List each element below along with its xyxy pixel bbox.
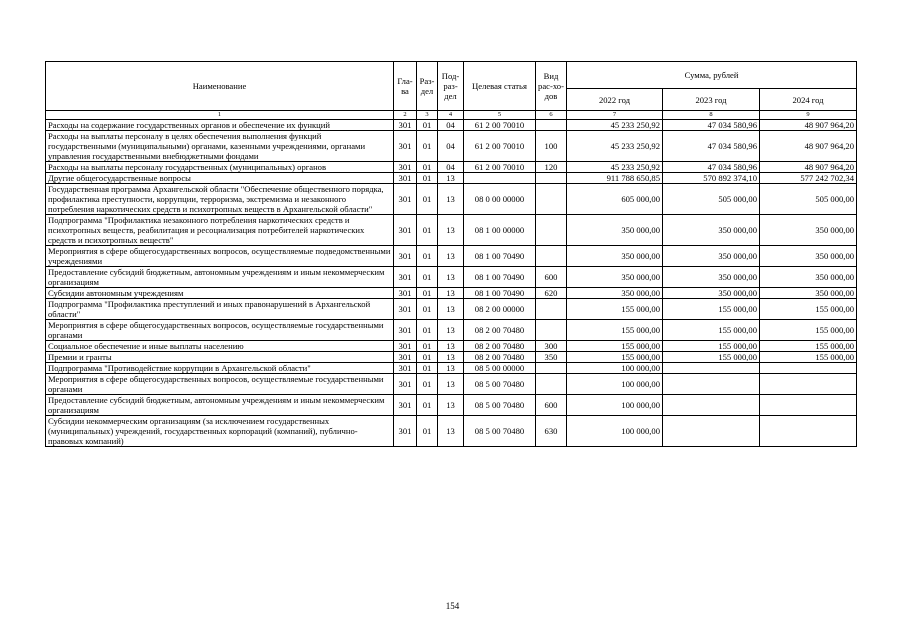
row-sum-2022: 155 000,00 bbox=[567, 341, 663, 352]
row-glava: 301 bbox=[394, 416, 417, 447]
header-year-2023: 2023 год bbox=[663, 89, 760, 111]
row-tselevaya: 08 1 00 00000 bbox=[464, 215, 536, 246]
row-sum-2024 bbox=[760, 374, 857, 395]
row-tselevaya: 08 1 00 70490 bbox=[464, 288, 536, 299]
row-sum-2024 bbox=[760, 395, 857, 416]
row-sum-2022: 45 233 250,92 bbox=[567, 131, 663, 162]
row-sum-2022: 45 233 250,92 bbox=[567, 120, 663, 131]
row-podrazdel: 13 bbox=[438, 320, 464, 341]
row-sum-2022: 350 000,00 bbox=[567, 267, 663, 288]
row-sum-2022: 100 000,00 bbox=[567, 363, 663, 374]
row-sum-2024: 350 000,00 bbox=[760, 288, 857, 299]
row-sum-2024: 48 907 964,20 bbox=[760, 162, 857, 173]
row-tselevaya: 08 5 00 70480 bbox=[464, 374, 536, 395]
row-tselevaya: 08 1 00 70490 bbox=[464, 246, 536, 267]
table-row bbox=[46, 341, 857, 352]
row-name: Предоставление субсидий бюджетным, автономным учреждениям и иным некоммерческим организациям bbox=[46, 267, 394, 288]
row-vid: 630 bbox=[536, 416, 567, 447]
row-glava: 301 bbox=[394, 184, 417, 215]
row-vid bbox=[536, 246, 567, 267]
row-vid bbox=[536, 173, 567, 184]
row-glava: 301 bbox=[394, 288, 417, 299]
row-sum-2024: 155 000,00 bbox=[760, 299, 857, 320]
row-sum-2023: 155 000,00 bbox=[663, 320, 760, 341]
row-tselevaya: 61 2 00 70010 bbox=[464, 131, 536, 162]
row-glava: 301 bbox=[394, 341, 417, 352]
page-number: 154 bbox=[445, 601, 460, 611]
row-name: Премии и гранты bbox=[46, 352, 394, 363]
table-row bbox=[46, 131, 857, 162]
row-razdel: 01 bbox=[417, 374, 438, 395]
row-sum-2023: 350 000,00 bbox=[663, 215, 760, 246]
row-vid: 620 bbox=[536, 288, 567, 299]
row-sum-2024: 350 000,00 bbox=[760, 215, 857, 246]
row-vid bbox=[536, 320, 567, 341]
row-sum-2023: 155 000,00 bbox=[663, 299, 760, 320]
row-glava: 301 bbox=[394, 246, 417, 267]
row-tselevaya: 08 0 00 00000 bbox=[464, 184, 536, 215]
row-razdel: 01 bbox=[417, 215, 438, 246]
column-number-row bbox=[46, 111, 857, 120]
table-row bbox=[46, 162, 857, 173]
row-tselevaya: 08 5 00 70480 bbox=[464, 416, 536, 447]
table-row bbox=[46, 416, 857, 447]
table-row bbox=[46, 288, 857, 299]
row-vid: 100 bbox=[536, 131, 567, 162]
header-podrazdel: Под-раз-дел bbox=[438, 62, 464, 111]
row-sum-2024: 48 907 964,20 bbox=[760, 131, 857, 162]
row-razdel: 01 bbox=[417, 341, 438, 352]
table-row bbox=[46, 246, 857, 267]
row-name: Подпрограмма "Профилактика незаконного потребления наркотических средств и психотропных веществ, реабилитация и ресоциализация потребителей наркотических средств и психотропных веществ" bbox=[46, 215, 394, 246]
row-vid bbox=[536, 215, 567, 246]
header-summa: Сумма, рублей bbox=[567, 62, 857, 89]
row-name: Подпрограмма "Противодействие коррупции в Архангельской области" bbox=[46, 363, 394, 374]
row-vid bbox=[536, 184, 567, 215]
row-podrazdel: 13 bbox=[438, 288, 464, 299]
row-sum-2022: 100 000,00 bbox=[567, 395, 663, 416]
row-tselevaya: 08 2 00 70480 bbox=[464, 341, 536, 352]
row-podrazdel: 13 bbox=[438, 246, 464, 267]
row-razdel: 01 bbox=[417, 299, 438, 320]
table-row bbox=[46, 299, 857, 320]
table-row bbox=[46, 120, 857, 131]
row-tselevaya: 08 5 00 00000 bbox=[464, 363, 536, 374]
budget-table bbox=[45, 61, 857, 447]
row-glava: 301 bbox=[394, 131, 417, 162]
row-sum-2022: 100 000,00 bbox=[567, 416, 663, 447]
row-glava: 301 bbox=[394, 120, 417, 131]
row-razdel: 01 bbox=[417, 246, 438, 267]
row-sum-2023: 350 000,00 bbox=[663, 267, 760, 288]
row-razdel: 01 bbox=[417, 363, 438, 374]
row-glava: 301 bbox=[394, 352, 417, 363]
column-number: 8 bbox=[663, 111, 760, 120]
row-razdel: 01 bbox=[417, 267, 438, 288]
row-sum-2022: 155 000,00 bbox=[567, 352, 663, 363]
row-name: Предоставление субсидий бюджетным, автономным учреждениям и иным некоммерческим организациям bbox=[46, 395, 394, 416]
header-year-2022: 2022 год bbox=[567, 89, 663, 111]
row-podrazdel: 13 bbox=[438, 215, 464, 246]
row-glava: 301 bbox=[394, 374, 417, 395]
row-vid: 350 bbox=[536, 352, 567, 363]
row-podrazdel: 13 bbox=[438, 352, 464, 363]
row-name: Другие общегосударственные вопросы bbox=[46, 173, 394, 184]
header-glava: Гла-ва bbox=[394, 62, 417, 111]
row-podrazdel: 13 bbox=[438, 184, 464, 215]
column-number: 4 bbox=[438, 111, 464, 120]
row-sum-2022: 350 000,00 bbox=[567, 288, 663, 299]
table-row bbox=[46, 173, 857, 184]
row-sum-2023: 350 000,00 bbox=[663, 246, 760, 267]
row-sum-2024: 577 242 702,34 bbox=[760, 173, 857, 184]
row-name: Мероприятия в сфере общегосударственных вопросов, осуществляемые государственными органами bbox=[46, 320, 394, 341]
table-row bbox=[46, 363, 857, 374]
row-name: Государственная программа Архангельской области "Обеспечение общественного порядка, профилактика преступности, коррупции, терроризма, экстремизма и незаконного потребления наркотических средств и психотропных веществ в Архангельской области" bbox=[46, 184, 394, 215]
column-number: 2 bbox=[394, 111, 417, 120]
row-vid: 120 bbox=[536, 162, 567, 173]
row-name: Расходы на выплаты персоналу в целях обеспечения выполнения функций государственными (муниципальными) органами, казенными учреждениями, органами управления государственными внебюджетными фондами bbox=[46, 131, 394, 162]
row-sum-2022: 350 000,00 bbox=[567, 215, 663, 246]
header-name: Наименование bbox=[46, 62, 394, 111]
row-sum-2024: 155 000,00 bbox=[760, 352, 857, 363]
row-name: Расходы на содержание государственных органов и обеспечение их функций bbox=[46, 120, 394, 131]
row-glava: 301 bbox=[394, 299, 417, 320]
row-tselevaya: 08 2 00 70480 bbox=[464, 320, 536, 341]
header-razdel: Раз-дел bbox=[417, 62, 438, 111]
row-sum-2023: 570 892 374,10 bbox=[663, 173, 760, 184]
row-sum-2024: 155 000,00 bbox=[760, 320, 857, 341]
row-sum-2023: 47 034 580,96 bbox=[663, 131, 760, 162]
row-sum-2023: 350 000,00 bbox=[663, 288, 760, 299]
row-glava: 301 bbox=[394, 173, 417, 184]
row-razdel: 01 bbox=[417, 352, 438, 363]
table-row bbox=[46, 352, 857, 363]
row-sum-2023: 505 000,00 bbox=[663, 184, 760, 215]
table-row bbox=[46, 215, 857, 246]
row-sum-2022: 45 233 250,92 bbox=[567, 162, 663, 173]
row-vid bbox=[536, 120, 567, 131]
row-vid: 600 bbox=[536, 267, 567, 288]
row-tselevaya: 08 2 00 00000 bbox=[464, 299, 536, 320]
row-podrazdel: 13 bbox=[438, 267, 464, 288]
row-sum-2023: 155 000,00 bbox=[663, 341, 760, 352]
header-tselevaya: Целевая статья bbox=[464, 62, 536, 111]
row-podrazdel: 13 bbox=[438, 395, 464, 416]
row-podrazdel: 04 bbox=[438, 131, 464, 162]
table-row bbox=[46, 267, 857, 288]
row-glava: 301 bbox=[394, 363, 417, 374]
row-razdel: 01 bbox=[417, 288, 438, 299]
row-tselevaya: 61 2 00 70010 bbox=[464, 120, 536, 131]
table-row bbox=[46, 395, 857, 416]
row-podrazdel: 04 bbox=[438, 120, 464, 131]
row-podrazdel: 04 bbox=[438, 162, 464, 173]
row-podrazdel: 13 bbox=[438, 374, 464, 395]
row-vid bbox=[536, 363, 567, 374]
column-number: 3 bbox=[417, 111, 438, 120]
row-tselevaya bbox=[464, 173, 536, 184]
row-glava: 301 bbox=[394, 215, 417, 246]
row-podrazdel: 13 bbox=[438, 416, 464, 447]
row-razdel: 01 bbox=[417, 416, 438, 447]
row-sum-2023 bbox=[663, 374, 760, 395]
row-name: Подпрограмма "Профилактика преступлений и иных правонарушений в Архангельской области" bbox=[46, 299, 394, 320]
row-name: Мероприятия в сфере общегосударственных вопросов, осуществляемые подведомственными учреждениями bbox=[46, 246, 394, 267]
row-vid: 600 bbox=[536, 395, 567, 416]
row-vid: 300 bbox=[536, 341, 567, 352]
row-podrazdel: 13 bbox=[438, 173, 464, 184]
row-glava: 301 bbox=[394, 162, 417, 173]
row-vid bbox=[536, 299, 567, 320]
row-razdel: 01 bbox=[417, 320, 438, 341]
row-sum-2022: 155 000,00 bbox=[567, 299, 663, 320]
table-row bbox=[46, 320, 857, 341]
column-number: 7 bbox=[567, 111, 663, 120]
row-glava: 301 bbox=[394, 320, 417, 341]
row-tselevaya: 61 2 00 70010 bbox=[464, 162, 536, 173]
row-razdel: 01 bbox=[417, 395, 438, 416]
row-sum-2024: 350 000,00 bbox=[760, 246, 857, 267]
row-sum-2022: 100 000,00 bbox=[567, 374, 663, 395]
row-razdel: 01 bbox=[417, 120, 438, 131]
row-sum-2024: 48 907 964,20 bbox=[760, 120, 857, 131]
row-sum-2023: 47 034 580,96 bbox=[663, 162, 760, 173]
row-sum-2024: 155 000,00 bbox=[760, 341, 857, 352]
row-sum-2024: 350 000,00 bbox=[760, 267, 857, 288]
column-number: 9 bbox=[760, 111, 857, 120]
row-name: Субсидии автономным учреждениям bbox=[46, 288, 394, 299]
row-name: Социальное обеспечение и иные выплаты населению bbox=[46, 341, 394, 352]
row-razdel: 01 bbox=[417, 173, 438, 184]
row-sum-2022: 605 000,00 bbox=[567, 184, 663, 215]
row-glava: 301 bbox=[394, 267, 417, 288]
row-tselevaya: 08 2 00 70480 bbox=[464, 352, 536, 363]
row-glava: 301 bbox=[394, 395, 417, 416]
row-sum-2024: 505 000,00 bbox=[760, 184, 857, 215]
row-razdel: 01 bbox=[417, 184, 438, 215]
row-razdel: 01 bbox=[417, 162, 438, 173]
table-row bbox=[46, 374, 857, 395]
row-vid bbox=[536, 374, 567, 395]
column-number: 5 bbox=[464, 111, 536, 120]
row-tselevaya: 08 5 00 70480 bbox=[464, 395, 536, 416]
row-podrazdel: 13 bbox=[438, 341, 464, 352]
row-sum-2023 bbox=[663, 395, 760, 416]
row-sum-2024 bbox=[760, 363, 857, 374]
row-sum-2024 bbox=[760, 416, 857, 447]
row-sum-2023 bbox=[663, 363, 760, 374]
row-razdel: 01 bbox=[417, 131, 438, 162]
row-tselevaya: 08 1 00 70490 bbox=[464, 267, 536, 288]
row-podrazdel: 13 bbox=[438, 299, 464, 320]
row-name: Субсидии некоммерческим организациям (за исключением государственных (муниципальных) учреждений, государственных корпораций (компаний), публично-правовых компаний) bbox=[46, 416, 394, 447]
header-year-2024: 2024 год bbox=[760, 89, 857, 111]
row-sum-2022: 350 000,00 bbox=[567, 246, 663, 267]
table-row bbox=[46, 184, 857, 215]
column-number: 1 bbox=[46, 111, 394, 120]
header-vid: Вид рас-хо-дов bbox=[536, 62, 567, 111]
column-number: 6 bbox=[536, 111, 567, 120]
row-sum-2022: 911 788 650,85 bbox=[567, 173, 663, 184]
row-name: Мероприятия в сфере общегосударственных вопросов, осуществляемые государственными органами bbox=[46, 374, 394, 395]
row-name: Расходы на выплаты персоналу государственных (муниципальных) органов bbox=[46, 162, 394, 173]
row-podrazdel: 13 bbox=[438, 363, 464, 374]
row-sum-2023 bbox=[663, 416, 760, 447]
row-sum-2023: 155 000,00 bbox=[663, 352, 760, 363]
row-sum-2023: 47 034 580,96 bbox=[663, 120, 760, 131]
row-sum-2022: 155 000,00 bbox=[567, 320, 663, 341]
